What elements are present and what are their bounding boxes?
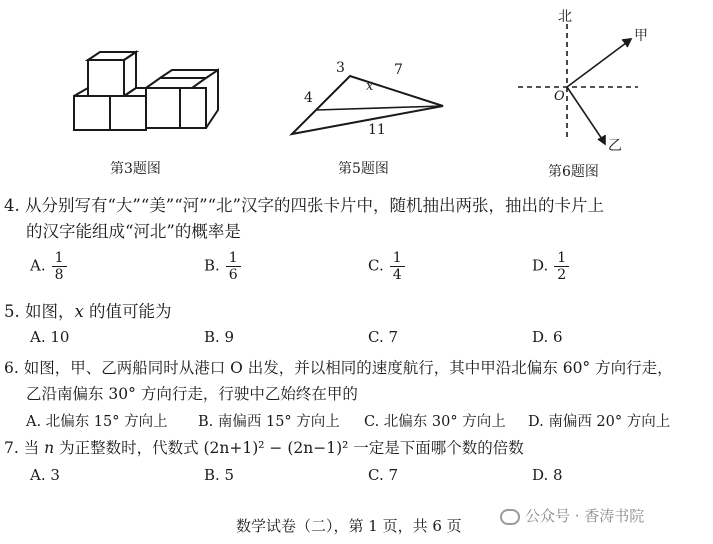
q7-option-d: D. 8 [532, 466, 563, 484]
q4-line2: 的汉字能组成“河北”的概率是 [26, 222, 241, 241]
q7-option-b: B. 5 [204, 466, 235, 484]
figure-3-caption: 第3题图 [110, 161, 161, 177]
q6-option-d: D. 南偏西 20° 方向上 [528, 414, 671, 430]
q4-option-c: C. $\frac{1}{4}$ [368, 250, 405, 283]
page-footer: 数学试卷（二），第 1 页，共 6 页 [236, 517, 462, 535]
q4-line1: 4. 从分别写有“大”“美”“河”“北”汉字的四张卡片中，随机抽出两张，抽出的卡片上 [4, 196, 604, 215]
figure-6-caption: 第6题图 [548, 164, 599, 180]
q5-option-b: B. 9 [204, 328, 235, 346]
q6-option-b: B. 南偏西 15° 方向上 [198, 414, 340, 430]
q7-option-a: A. 3 [30, 466, 60, 484]
q6-line2: 乙沿南偏东 30° 方向行走，行驶中乙始终在甲的 [26, 385, 358, 403]
figure-5-triangle [288, 58, 453, 138]
q5-option-d: D. 6 [532, 328, 563, 346]
q6-option-c: C. 北偏东 30° 方向上 [364, 414, 506, 430]
q5-option-a: A. 10 [30, 328, 70, 346]
wechat-icon [500, 509, 520, 525]
fig6-ship-yi-label: 乙 [608, 138, 622, 154]
q6-option-a: A. 北偏东 15° 方向上 [26, 414, 168, 430]
q4-option-b: B. $\frac{1}{6}$ [204, 250, 241, 283]
q7-stem: 7. 当 n 为正整数时，代数式 (2n+1)² − (2n−1)² 一定是下面哪个数的倍数 [4, 439, 524, 457]
q6-line1: 6. 如图，甲、乙两船同时从港口 O 出发，并以相同的速度航行，其中甲沿北偏东 60° 方向行走， [4, 359, 673, 377]
q5-stem: 5. 如图，x 的值可能为 [4, 302, 172, 321]
fig5-label-3: 3 [336, 60, 345, 76]
figure-6-compass [510, 4, 660, 154]
fig5-label-4: 4 [304, 90, 313, 106]
q4-option-a: A. $\frac{1}{8}$ [30, 250, 67, 283]
fig6-ship-jia-label: 甲 [634, 28, 648, 44]
figure-5-caption: 第5题图 [338, 161, 389, 177]
fig5-label-11: 11 [368, 122, 386, 138]
fig6-origin-label: O [554, 89, 565, 104]
fig5-label-x: x [366, 79, 374, 94]
fig6-north-label: 北 [558, 9, 572, 25]
figure-3-cubes [70, 48, 220, 132]
watermark: 公众号 · 香涛书院 [500, 505, 644, 526]
q7-option-c: C. 7 [368, 466, 399, 484]
q4-option-d: D. $\frac{1}{2}$ [532, 250, 569, 283]
fig5-label-7: 7 [394, 62, 403, 78]
q5-option-c: C. 7 [368, 328, 399, 346]
